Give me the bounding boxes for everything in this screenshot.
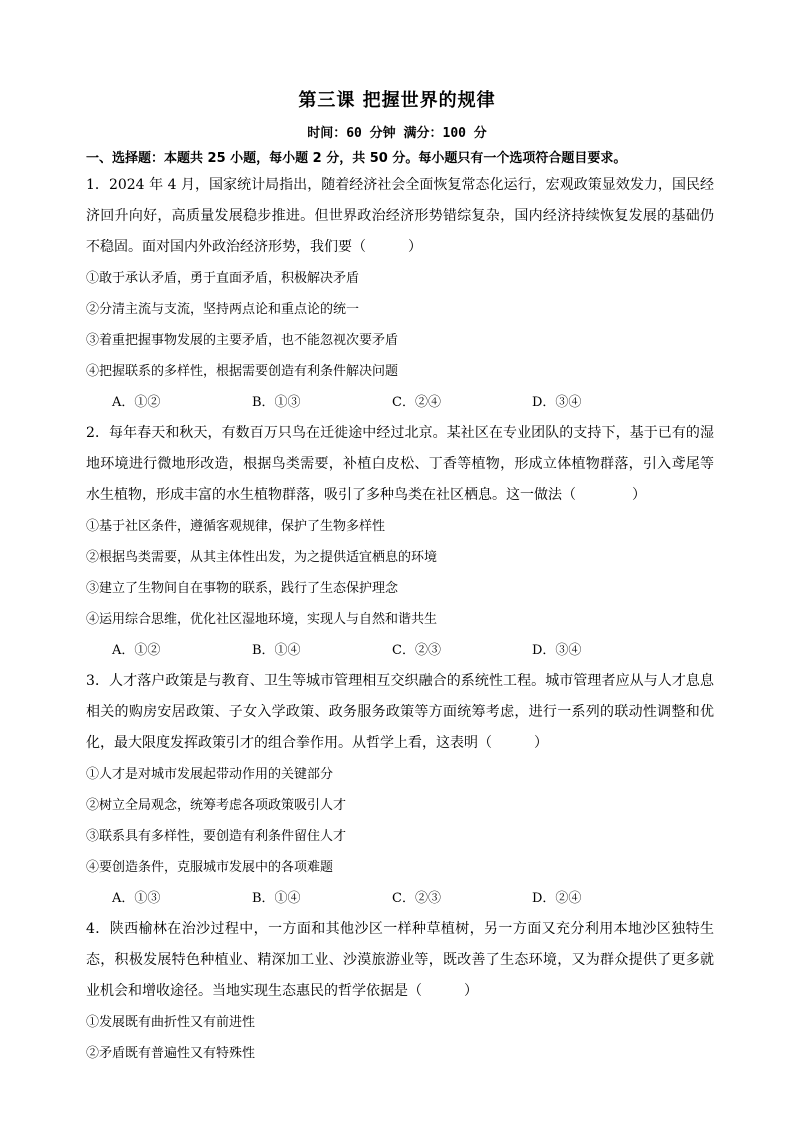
- question-3: [86, 666, 714, 914]
- question-4: [86, 914, 714, 1069]
- statement-option: ③着重把握事物发展的主要矛盾，也不能忽视次要矛盾: [86, 333, 399, 348]
- statement-option: ③建立了生物间自在事物的联系，践行了生态保护理念: [86, 581, 399, 596]
- question-stem: 1．2024 年 4 月，国家统计局指出，随着经济社会全面恢复常态化运行，宏观政策显效发力，国民经济回升向好，高质量发展稳步推进。但世界政治经济形势错综复杂，国内经济持续恢复发展的基础仍不稳固。面对国内外政治经济形势，我们要（ ）: [86, 177, 714, 255]
- choice-d: D．③④: [532, 643, 582, 658]
- statement-option: ②根据鸟类需要，从其主体性出发，为之提供适宜栖息的环境: [86, 550, 438, 565]
- question-2: [86, 418, 714, 666]
- choice-c: C．②③: [392, 643, 441, 658]
- exam-meta: 时间：60 分钟 满分：100 分: [307, 126, 487, 141]
- section-heading: 一、选择题：本题共 25 小题，每小题 2 分，共 50 分。每小题只有一个选项符合题目要求。: [86, 151, 627, 166]
- question-list: [86, 170, 714, 1069]
- statement-option: ②分清主流与支流，坚持两点论和重点论的统一: [86, 302, 360, 317]
- question-stem: 3．人才落户政策是与教育、卫生等城市管理相互交织融合的系统性工程。城市管理者应从与人才息息相关的购房安居政策、子女入学政策、政务服务政策等方面统筹考虑，进行一系列的联动性调整和优化，最大限度发挥政策引才的组合拳作用。从哲学上看，这表明（ ）: [86, 673, 714, 751]
- statement-option: ④把握联系的多样性，根据需要创造有利条件解决问题: [86, 364, 399, 379]
- page-title: 第三课 把握世界的规律: [298, 90, 496, 111]
- choice-b: B．①④: [252, 891, 301, 906]
- statement-option: ④运用综合思维，优化社区湿地环境，实现人与自然和谐共生: [86, 612, 438, 627]
- choice-a: A．①③: [112, 891, 161, 906]
- question-1: [86, 170, 714, 418]
- statement-option: ②矛盾既有普遍性又有特殊性: [86, 1046, 256, 1061]
- statement-option: ②树立全局观念，统筹考虑各项政策吸引人才: [86, 798, 347, 813]
- answer-choices: [86, 883, 714, 914]
- answer-choices: [86, 635, 714, 666]
- choice-d: D．②④: [532, 891, 582, 906]
- choice-a: A．①②: [112, 395, 161, 410]
- question-stem: 2．每年春天和秋天，有数百万只鸟在迁徙途中经过北京。某社区在专业团队的支持下，基于已有的湿地环境进行微地形改造，根据鸟类需要，补植白皮松、丁香等植物，形成立体植物群落，引入鸢尾等水生植物，形成丰富的水生植物群落，吸引了多种鸟类在社区栖息。这一做法（ ）: [86, 425, 714, 503]
- statement-option: ④要创造条件，克服城市发展中的各项难题: [86, 860, 334, 875]
- choice-b: B．①④: [252, 643, 301, 658]
- statement-option: ①基于社区条件，遵循客观规律，保护了生物多样性: [86, 519, 386, 534]
- choice-c: C．②④: [392, 395, 441, 410]
- statement-option: ①敢于承认矛盾，勇于直面矛盾，积极解决矛盾: [86, 271, 360, 286]
- answer-choices: [86, 387, 714, 418]
- choice-d: D．③④: [532, 395, 582, 410]
- statement-option: ③联系具有多样性，要创造有利条件留住人才: [86, 829, 347, 844]
- choice-c: C．②③: [392, 891, 441, 906]
- statement-option: ①发展既有曲折性又有前进性: [86, 1015, 256, 1030]
- choice-a: A．①②: [112, 643, 161, 658]
- question-stem: 4．陕西榆林在治沙过程中，一方面和其他沙区一样种草植树，另一方面又充分利用本地沙区独特生态，积极发展特色种植业、精深加工业、沙漠旅游业等，既改善了生态环境，又为群众提供了更多就业机会和增收途径。当地实现生态惠民的哲学依据是（ ）: [86, 921, 714, 999]
- choice-b: B．①③: [252, 395, 301, 410]
- statement-option: ①人才是对城市发展起带动作用的关键部分: [86, 767, 334, 782]
